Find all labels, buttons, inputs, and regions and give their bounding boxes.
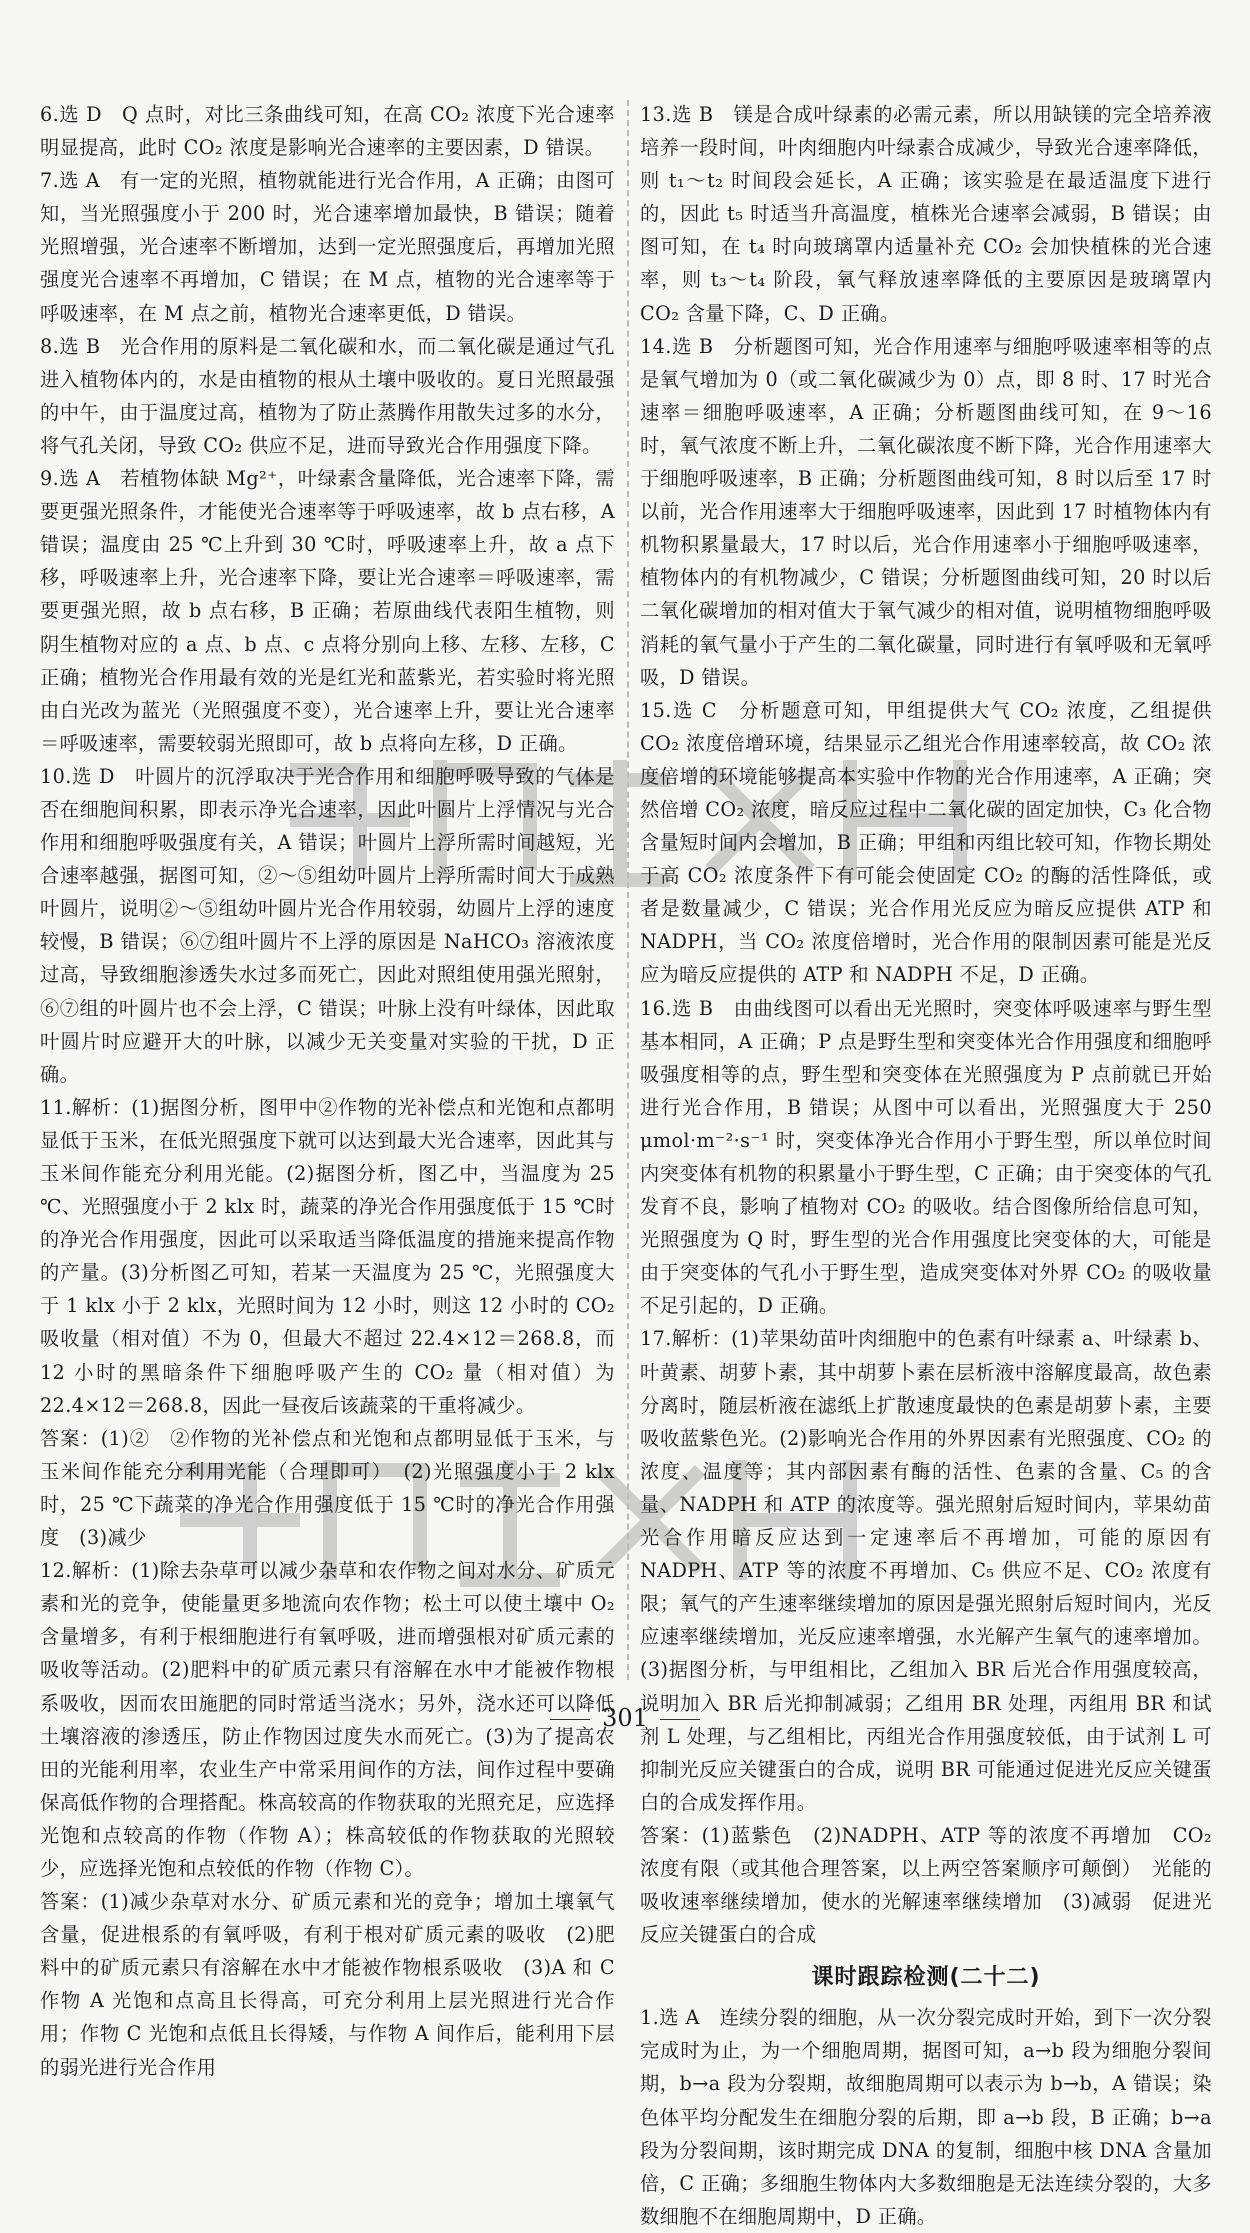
answer-item: 16.选 B 由曲线图可以看出无光照时，突变体呼吸速率与野生型基本相同，A 正确；P 点是野生型和突变体光合作用强度和细胞呼吸强度相等的点，野生型和突变体在光照强度为 P 点前就已开始进行光合作用，B 错误；从图中可以看出，光照强度大于 250 μmol·m⁻²·s⁻¹ 时，突变体净光合作用小于野生型，所以单位时间内突变体有机物的积累量小于野生型，C 正确；由于突变体的气孔发育不良，影响了植物对 CO₂ 的吸收。结合图像所给信息可知，光照强度为 Q 时，野生型的光合作用强度比突变体的大，可能是由于突变体的气孔小于野生型，造成突变体对外界 CO₂ 的吸收量不足引起的，D 正确。 <box>640 996 1219 1318</box>
answer-item: 12.解析：(1)除去杂草可以减少杂草和农作物之间对水分、矿质元素和光的竞争，使能量更多地流向农作物；松土可以使土壤中 O₂ 含量增多，有利于根细胞进行有氧呼吸，进而增强根对矿质元素的吸收等活动。(2)肥料中的矿质元素只有溶解在水中才能被作物根系吸收，因而农田施肥的同时常适当浇水；另外，浇水还可以降低土壤溶液的渗透压，防止作物因过度失水而死亡。(3)为了提高农田的光能利用率，农业生产中常采用间作的方法，间作过程中要确保高低作物的合理搭配。株高较高的作物获取的光照充足，应选择光饱和点较高的作物（作物 A）；株高较低的作物获取的光照较少，应选择光饱和点较低的作物（作物 C）。 <box>40 1559 622 1880</box>
answer-item: 15.选 C 分析题意可知，甲组提供大气 CO₂ 浓度，乙组提供 CO₂ 浓度倍增环境，结果显示乙组光合作用速率较高，故 CO₂ 浓度倍增的环境能够提高本实验中作物的光合作用速率，A 正确；突然倍增 CO₂ 浓度，暗反应过程中二氧化碳的固定加快，C₃ 化合物含量短时间内会增加，B 正确；甲组和丙组比较可知，作物长期处于高 CO₂ 浓度条件下有可能会使固定 CO₂ 的酶的活性降低，或者是数量减少，C 错误；光合作用光反应为暗反应提供 ATP 和 NADPH，当 CO₂ 浓度倍增时，光合作用的限制因素可能是光反应为暗反应提供的 ATP 和 NADPH 不足，D 正确。 <box>640 698 1219 987</box>
answer-key: 答案：(1)减少杂草对水分、矿质元素和光的竞争；增加土壤氧气含量，促进根系的有氧呼吸，有利于根对矿质元素的吸收 (2)肥料中的矿质元素只有溶解在水中才能被作物根系吸收 (3)A 和 C 作物 A 光饱和点高且长得高，可充分利用上层光照进行光合作用；作物 C 光饱和点低且长得矮，与作物 A 间作后，能利用下层的弱光进行光合作用 <box>40 1890 635 2079</box>
answer-item: 1.选 A 连续分裂的细胞，从一次分裂完成时开始，到下一次分裂完成时为止，为一个细胞周期，据图可知，a→b 段为细胞分裂间期，b→a 段为分裂期，故细胞周期可以表示为 b→b，A 错误；染色体平均分配发生在细胞分裂的后期，即 a→b 段，B 正确；b→a 段为分裂间期，该时期完成 DNA 的复制，细胞中核 DNA 含量加倍，C 正确；多细胞生物体内大多数细胞是无法连续分裂的，大多数细胞不在细胞周期中，D 正确。 <box>640 2006 1219 2228</box>
answer-item: 7.选 A 有一定的光照，植物就能进行光合作用，A 正确；由图可知，当光照强度小于 200 时，光合速率增加最快，B 错误；随着光照增强，光合速率不断增加，达到一定光照强度后，再增加光照强度光合速率不再增加，C 错误；在 M 点，植物的光合速率等于呼吸速率，在 M 点之前，植物光合速率更低，D 错误。 <box>40 169 615 325</box>
answer-item: 6.选 D Q 点时，对比三条曲线可知，在高 CO₂ 浓度下光合速率明显提高，此时 CO₂ 浓度是影响光合速率的主要因素，D 错误。 <box>40 103 615 160</box>
answer-item: 17.解析：(1)苹果幼苗叶肉细胞中的色素有叶绿素 a、叶绿素 b、叶黄素、胡萝卜素，其中胡萝卜素在层析液中溶解度最高，故色素分离时，随层析液在滤纸上扩散速度最快的色素是胡萝卜素，主要吸收蓝紫色光。(2)影响光合作用的外界因素有光照强度、CO₂ 的浓度、温度等；其内部因素有酶的活性、色素的含量、C₅ 的含量、NADPH 和 ATP 的浓度等。强光照射后短时间内，苹果幼苗光合作用暗反应达到一定速率后不再增加，可能的原因有 NADPH、ATP 等的浓度不再增加、C₅ 供应不足、CO₂ 浓度有限；氧气的产生速率继续增加的原因是强光照射后短时间内，光反应速率继续增加，光反应速率增强，水光解产生氧气的速率增加。(3)据图分析，与甲组相比，乙组加入 BR 后光合作用强度较高，说明加入 BR 后光抑制减弱；乙组用 BR 处理，丙组用 BR 和试剂 L 处理，与乙组相比，丙组光合作用强度较低，由于试剂 L 可抑制光反应关键蛋白的合成，说明 BR 可能通过促进光反应关键蛋白的合成发挥作用。 <box>640 1327 1219 1814</box>
answer-item: 8.选 B 光合作用的原料是二氧化碳和水，而二氧化碳是通过气孔进入植物体内的，水是由植物的根从土壤中吸收的。夏日光照最强的中午，由于温度过高，植物为了防止蒸腾作用散失过多的水分，将气孔关闭，导致 CO₂ 供应不足，进而导致光合作用强度下降。 <box>40 334 615 457</box>
answer-item: 13.选 B 镁是合成叶绿素的必需元素，所以用缺镁的完全培养液培养一段时间，叶肉细胞内叶绿素合成减少，导致光合速率降低，则 t₁～t₂ 时间段会延长，A 正确；该实验是在最适温度下进行的，因此 t₅ 时适当升高温度，植株光合速率会减弱，B 错误；由图可知，在 t₄ 时向玻璃罩内适量补充 CO₂ 会加快植株的光合速率，则 t₃～t₄ 阶段，氧气释放速率降低的主要原因是玻璃罩内 CO₂ 含量下降，C、D 正确。 <box>640 103 1219 325</box>
answer-item: 11.解析：(1)据图分析，图甲中②作物的光补偿点和光饱和点都明显低于玉米，在低光照强度下就可以达到最大光合速率，因此其与玉米间作能充分利用光能。(2)据图分析，图乙中，当温度为 25 ℃、光照强度小于 2 klx 时，蔬菜的净光合作用强度低于 15 ℃时的净光合作用强度，因此可以采取适当降低温度的措施来提高作物的产量。(3)分析图乙可知，若某一天温度为 25 ℃，光照强度大于 1 klx 小于 2 klx，光照时间为 12 小时，则这 12 小时的 CO₂ 吸收量（相对值）不为 0，但最大不超过 22.4×12＝268.8，而 12 小时的黑暗条件下细胞呼吸产生的 CO₂ 量（相对值）为 22.4×12＝268.8，因此一昼夜后该蔬菜的干重将减少。 <box>40 1095 622 1417</box>
page-number <box>0 1704 1250 1732</box>
answer-key: 答案：(1)蓝紫色 (2)NADPH、ATP 等的浓度不再增加 CO₂ 浓度有限（或其他合理答案，以上两空答案顺序可颠倒） 光能的吸收速率继续增加，使水的光解速率继续增加 (3)减弱 促进光反应关键蛋白的合成 <box>640 1823 1219 1947</box>
section-title: 课时跟踪检测(二十二) <box>811 1965 1041 1991</box>
answer-item: 14.选 B 分析题图可知，光合作用速率与细胞呼吸速率相等的点是氧气增加为 0（或二氧化碳减少为 0）点，即 8 时、17 时光合速率＝细胞呼吸速率，A 正确；分析题图曲线可知，在 9～16 时，氧气浓度不断上升，二氧化碳浓度不断下降，光合作用速率大于细胞呼吸速率，B 正确；分析题图曲线可知，8 时以后至 17 时以前，光合作用速率大于细胞呼吸速率，因此到 17 时植物体内有机物积累量最大，17 时以后，光合作用速率小于细胞呼吸速率，植物体内的有机物减少，C 错误；分析题图曲线可知，20 时以后二氧化碳增加的相对值大于氧气减少的相对值，说明植物细胞呼吸消耗的氧气量小于产生的二氧化碳量，同时进行有氧呼吸和无氧呼吸，D 错误。 <box>640 334 1219 689</box>
answer-item: 10.选 D 叶圆片的沉浮取决于光合作用和细胞呼吸导致的气体是否在细胞间积累，即表示净光合速率，因此叶圆片上浮情况与光合作用和细胞呼吸强度有关，A 错误；叶圆片上浮所需时间越短，光合速率越强，据图可知，②～⑤组幼叶圆片上浮所需时间大于成熟叶圆片，说明②～⑤组幼叶圆片光合作用较弱，幼圆片上浮的速度较慢，B 错误；⑥⑦组叶圆片不上浮的原因是 NaHCO₃ 溶液浓度过高，导致细胞渗透失水过多而死亡，因此对照组使用强光照射，⑥⑦组的叶圆片也不会上浮，C 错误；叶脉上没有叶绿体，因此取叶圆片时应避开大的叶脉，以减少无关变量对实验的干扰，D 正确。 <box>40 764 615 1086</box>
answer-key: 答案：(1)② ②作物的光补偿点和光饱和点都明显低于玉米，与玉米间作能充分利用光能（合理即可） (2)光照强度小于 2 klx 时，25 ℃下蔬菜的净光合作用强度低于 15 ℃时的净光合作用强度 (3)减少 <box>40 1426 622 1550</box>
column-divider <box>627 100 629 1680</box>
page-number-text: 301 <box>602 1704 648 1732</box>
answer-item: 9.选 A 若植物体缺 Mg²⁺，叶绿素含量降低，光合速率下降，需要更强光照条件，才能使光合速率等于呼吸速率，故 b 点右移，A 错误；温度由 25 ℃上升到 30 ℃时，呼吸速率上升，故 a 点下移，呼吸速率上升，光合速率下降，要让光合速率＝呼吸速率，需要更强光照，故 b 点右移，B 正确；若原曲线代表阳生植物，则阴生植物对应的 a 点、b 点、c 点将分别向上移、左移、左移，C 正确；植物光合作用最有效的光是红光和蓝紫光，若实验时将光照由白光改为蓝光（光照强度不变），光合速率上升，要让光合速率＝呼吸速率，需要较弱光照即可，故 b 点将向左移，D 正确。 <box>40 467 622 755</box>
page-number-dash <box>660 1719 700 1720</box>
page-number-dash <box>550 1719 590 1720</box>
right-column <box>640 98 1219 2228</box>
